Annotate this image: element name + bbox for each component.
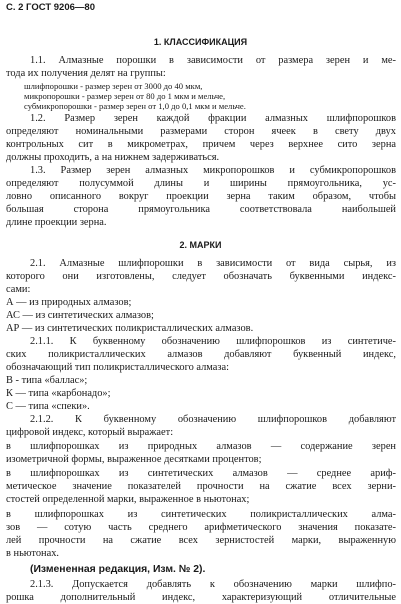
page-header: С. 2 ГОСТ 9206—80: [6, 2, 95, 13]
paragraph-1-1: [6, 54, 396, 80]
text-line: 2.1. Алмазные шлифпорошки в зависимости от вида сырья, из: [30, 258, 396, 269]
polycrystal-type-list: [6, 374, 396, 413]
list-item: С — типа «спеки».: [6, 401, 90, 412]
list-item: АС — из синтетических алмазов;: [6, 310, 154, 321]
text-line: 2.1.1. К буквенному обозначению шлифпорошков из синтетиче-: [30, 336, 396, 347]
text-line: тода их получения делят на группы:: [6, 68, 166, 79]
text-line: изометричной формы, выраженное десятками процентов;: [6, 454, 262, 465]
index-meaning-natural: [6, 440, 396, 466]
paragraph-1-2: [6, 112, 396, 164]
text-line: цифровой индекс, который выражает:: [6, 427, 174, 438]
text-line: лей прочности на сжатие всех зернистостей марки, выраженную: [6, 535, 396, 546]
text-line: ских поликристаллических алмазов добавляют буквенный индекс,: [6, 349, 396, 360]
index-meaning-synthetic: [6, 467, 396, 506]
text-line: определяют номинальными размерами сторон ячеек в свету двух: [6, 126, 396, 137]
list-item: субмикропорошки - размер зерен от 1,0 до 0,1 мкм и мельче.: [24, 101, 246, 112]
text-line: большая сторона прямоугольника соответствовала наибольшей: [6, 204, 396, 215]
group-list: [6, 81, 396, 112]
text-line: метическое значение показателей прочности на сжатие всех зерни-: [6, 481, 396, 492]
paragraph-2-1: [6, 257, 396, 296]
paragraph-2-1-2: [6, 413, 396, 439]
text-line: зов — сотую часть среднего арифметического значения показате-: [6, 522, 396, 533]
text-line: 2.1.2. К буквенному обозначению шлифпорошков добавляют: [30, 414, 396, 425]
text-line: стостей определенной марки, выраженное в ньютонах;: [6, 494, 250, 505]
text-line: определяют полусуммой длины и ширины прямоугольника, ус-: [6, 178, 396, 189]
list-item: А — из природных алмазов;: [6, 297, 132, 308]
text-line: в шлифпорошках из природных алмазов — содержание зерен: [6, 441, 396, 452]
list-item: К — типа «карбонадо»;: [6, 388, 111, 399]
text-line: в шлифпорошках из синтетических алмазов — среднее ариф-: [6, 468, 396, 479]
paragraph-1-3: [6, 164, 396, 229]
list-item: микропорошки - размер зерен от 80 до 1 мкм и мельче,: [24, 91, 226, 102]
text-line: 1.1. Алмазные порошки в зависимости от размера зерен и ме-: [30, 55, 396, 66]
text-line: в шлифпорошках из синтетических поликристаллических алма-: [6, 509, 396, 520]
text-line: 2.1.3. Допускается добавлять к обозначению марки шлифпо-: [30, 579, 396, 590]
list-item: шлифпорошки - размер зерен от 3000 до 40 мкм,: [24, 81, 203, 91]
raw-material-index-list: [6, 296, 396, 335]
text-line: рошка дополнительный индекс, характеризующий отличительные: [6, 592, 396, 603]
text-line: ловно описанного вокруг проекции зерна таким образом, чтобы: [6, 191, 396, 202]
text-line: должны проходить, а на нижнем задерживаться.: [6, 152, 220, 163]
section-2-title: 2. МАРКИ: [179, 240, 222, 250]
index-meaning-polycrystalline: [6, 508, 396, 560]
list-item: В - типа «баллас»;: [6, 375, 88, 386]
text-line: 1.2. Размер зерен каждой фракции алмазных шлифпорошков: [30, 113, 396, 124]
text-line: обозначающий тип поликристаллического алмаза:: [6, 362, 230, 373]
text-line: 1.3. Размер зерен алмазных микропорошков и субмикропорошков: [30, 165, 396, 176]
section-1-title: 1. КЛАССИФИКАЦИЯ: [153, 37, 248, 47]
text-line: длине проекции зерна.: [6, 217, 107, 228]
text-line: которого они изготовлены, следует обозначать буквенными индекс-: [6, 271, 396, 282]
text-line: контрольных сит в микрометрах, причем через верхнее сито зерна: [6, 139, 396, 150]
paragraph-2-1-3: [6, 578, 396, 604]
paragraph-2-1-1: [6, 335, 396, 374]
amendment-note: (Измененная редакция, Изм. № 2).: [30, 564, 206, 575]
text-line: сами:: [6, 284, 31, 295]
text-line: в ньютонах.: [6, 548, 59, 559]
list-item: АР — из синтетических поликристаллических алмазов.: [6, 323, 254, 334]
amendment-note-block: [6, 563, 396, 576]
